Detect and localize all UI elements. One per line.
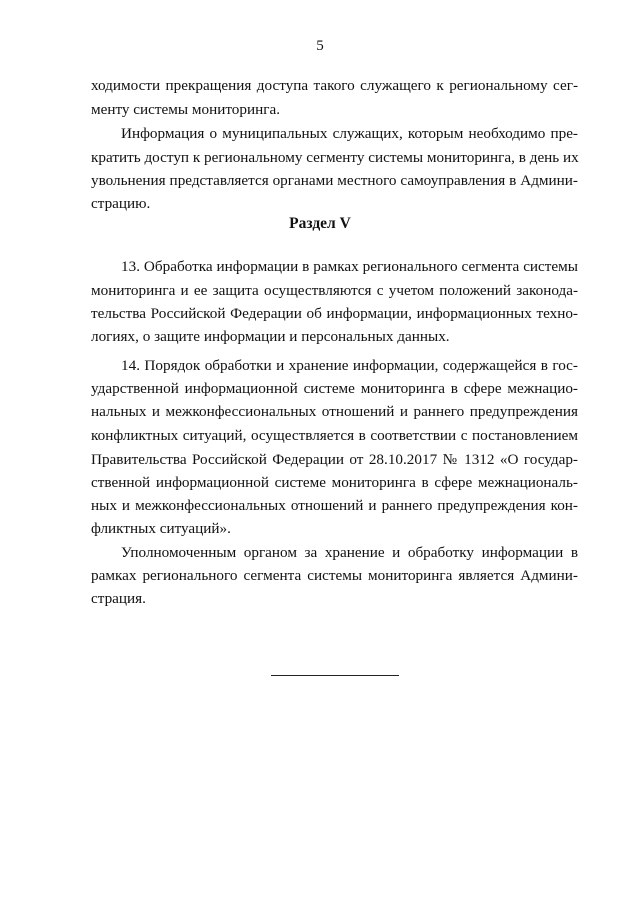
paragraph-2-line-3: увольнения представляется органами местного самоуправления в Админи- (91, 172, 578, 189)
paragraph-4-line-7: ных и межконфессиональных отношений и раннего предупреждения кон- (91, 497, 578, 514)
page-number: 5 (316, 38, 324, 54)
paragraph-4-line-3: нальных и межконфессиональных отношений и раннего предупреждения (91, 403, 578, 420)
paragraph-4-line-4: конфликтных ситуаций, осуществляется в соответствии с постановлением (91, 427, 578, 444)
paragraph-2-line-2: кратить доступ к региональному сегменту системы мониторинга, в день их (91, 149, 579, 166)
paragraph-4-line-2: ударственной информационной системе мониторинга в сфере межнацио- (91, 380, 578, 397)
paragraph-3-line-2: мониторинга и ее защита осуществляются с учетом положений законода- (91, 282, 578, 299)
paragraph-3-line-1: 13. Обработка информации в рамках регионального сегмента системы (121, 258, 578, 275)
paragraph-4-line-1: 14. Порядок обработки и хранение информации, содержащейся в гос- (121, 357, 578, 374)
paragraph-1-line-1: ходимости прекращения доступа такого служащего к региональному сег- (91, 77, 578, 94)
paragraph-1-line-2: менту системы мониторинга. (91, 101, 281, 118)
section-heading: Раздел V (289, 215, 351, 232)
paragraph-4-line-8: фликтных ситуаций». (91, 520, 231, 537)
paragraph-5-line-1: Уполномоченным органом за хранение и обработку информации в (121, 544, 578, 561)
paragraph-3-line-3: тельства Российской Федерации об информации, информационных техно- (91, 305, 578, 322)
paragraph-5-line-2: рамках регионального сегмента системы мониторинга является Админи- (91, 567, 578, 584)
paragraph-3-line-4: логиях, о защите информации и персональных данных. (91, 328, 450, 345)
closing-rule (271, 675, 399, 676)
paragraph-5-line-3: страция. (91, 590, 146, 607)
paragraph-4-line-6: ственной информационной системе мониторинга в сфере межнациональ- (91, 474, 578, 491)
paragraph-4-line-5: Правительства Российской Федерации от 28.10.2017 № 1312 «О государ- (91, 451, 578, 468)
paragraph-2-line-4: страцию. (91, 195, 151, 212)
paragraph-2-line-1: Информация о муниципальных служащих, которым необходимо пре- (121, 125, 578, 142)
